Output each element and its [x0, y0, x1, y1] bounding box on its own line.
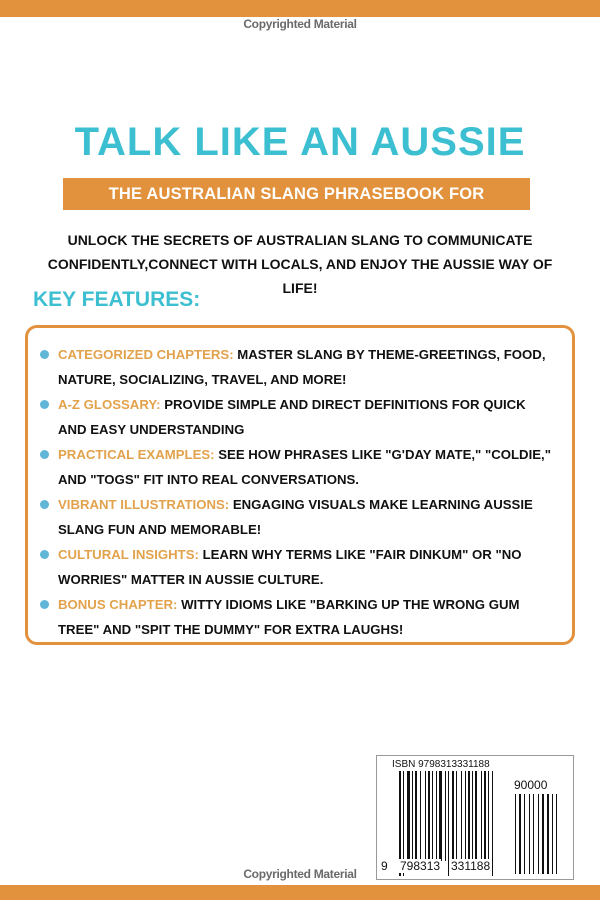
barcode-bar [432, 771, 433, 861]
barcode-bar [412, 771, 413, 861]
feature-item [40, 392, 552, 442]
barcode-bar [492, 771, 493, 876]
top-border [0, 0, 600, 17]
bullet-icon [40, 450, 49, 459]
feature-item [40, 542, 552, 592]
feature-item [40, 342, 552, 392]
barcode-bar [547, 794, 549, 874]
feature-label: A-Z GLOSSARY: [58, 397, 161, 412]
feature-label: PRACTICAL EXAMPLES: [58, 447, 215, 462]
book-title: TALK LIKE AN AUSSIE [74, 120, 526, 164]
barcode-box [376, 755, 574, 880]
isbn-digit-first: 9 [381, 859, 388, 873]
barcode-bar [556, 794, 557, 874]
bullet-icon [40, 350, 49, 359]
barcode-bar [542, 794, 544, 874]
barcode-bar [538, 794, 539, 874]
barcode-bar [428, 771, 430, 861]
barcode-bar [468, 771, 470, 861]
barcode-bar [488, 771, 489, 861]
bottom-border [0, 885, 600, 900]
feature-label: VIBRANT ILLUSTRATIONS: [58, 497, 230, 512]
barcode-bar [533, 794, 534, 874]
barcode-bar [481, 771, 482, 861]
barcode-bar [445, 771, 446, 861]
barcode-bar [436, 771, 437, 861]
barcode-bar [461, 771, 462, 861]
barcode-bar [519, 794, 521, 874]
barcode-bar [475, 771, 477, 861]
bullet-icon [40, 400, 49, 409]
barcode-bar [415, 771, 417, 861]
feature-text: PROVIDE SIMPLE AND DIRECT DEFINITIONS FOR QUICK AND EASY UNDERSTANDING [58, 397, 526, 437]
feature-text: ENGAGING VISUALS MAKE LEARNING AUSSIE SLANG FUN AND MEMORABLE! [58, 497, 533, 537]
barcode-bar [465, 771, 466, 861]
copyright-top: Copyrighted Material [243, 17, 357, 31]
barcode-bar [529, 794, 530, 874]
isbn-digits-left: 798313 [400, 859, 441, 873]
bullet-icon [40, 600, 49, 609]
barcode-bar [484, 771, 486, 861]
feature-text: LEARN WHY TERMS LIKE "FAIR DINKUM" OR "NO WORRIES" MATTER IN AUSSIE CULTURE. [58, 547, 522, 587]
feature-label: CATEGORIZED CHAPTERS: [58, 347, 234, 362]
barcode-bar [515, 794, 516, 874]
tagline: UNLOCK THE SECRETS OF AUSTRALIAN SLANG TO COMMUNICATE CONFIDENTLY,CONNECT WITH LOCALS, AND ENJOY THE AUSSIE WAY OF LIFE! [47, 232, 553, 296]
bullet-icon [40, 550, 49, 559]
barcode-bar [420, 771, 421, 861]
subtitle-banner: THE AUSTRALIAN SLANG PHRASEBOOK FOR TRAVELERS [63, 178, 530, 210]
features-heading: KEY FEATURES: [33, 288, 201, 311]
feature-item [40, 492, 552, 542]
feature-label: CULTURAL INSIGHTS: [58, 547, 199, 562]
feature-text: MASTER SLANG BY THEME-GREETINGS, FOOD, NATURE, SOCIALIZING, TRAVEL, AND MORE! [58, 347, 546, 387]
barcode-bar [472, 771, 473, 861]
features-box [25, 325, 575, 645]
feature-item [40, 592, 552, 642]
barcode-bar [524, 794, 525, 874]
feature-label: BONUS CHAPTER: [58, 597, 178, 612]
barcode-bar [448, 771, 449, 876]
feature-item [40, 442, 552, 492]
barcode-bar [452, 771, 454, 861]
price-code: 90000 [514, 778, 548, 792]
barcode-bar [456, 771, 457, 861]
barcode-bar [552, 794, 553, 874]
copyright-bottom: Copyrighted Material [243, 867, 357, 881]
isbn-digits-right: 331188 [451, 859, 491, 873]
barcode-bar [407, 771, 410, 861]
feature-text: WITTY IDIOMS LIKE "BARKING UP THE WRONG GUM TREE" AND "SPIT THE DUMMY" FOR EXTRA LAUGHS! [58, 597, 520, 637]
feature-text: SEE HOW PHRASES LIKE "G'DAY MATE," "COLDIE," AND "TOGS" FIT INTO REAL CONVERSATIONS. [58, 447, 551, 487]
isbn-label: ISBN 9798313331188 [392, 759, 490, 770]
barcode-bar [425, 771, 426, 861]
bullet-icon [40, 500, 49, 509]
barcode-bar [439, 771, 442, 861]
